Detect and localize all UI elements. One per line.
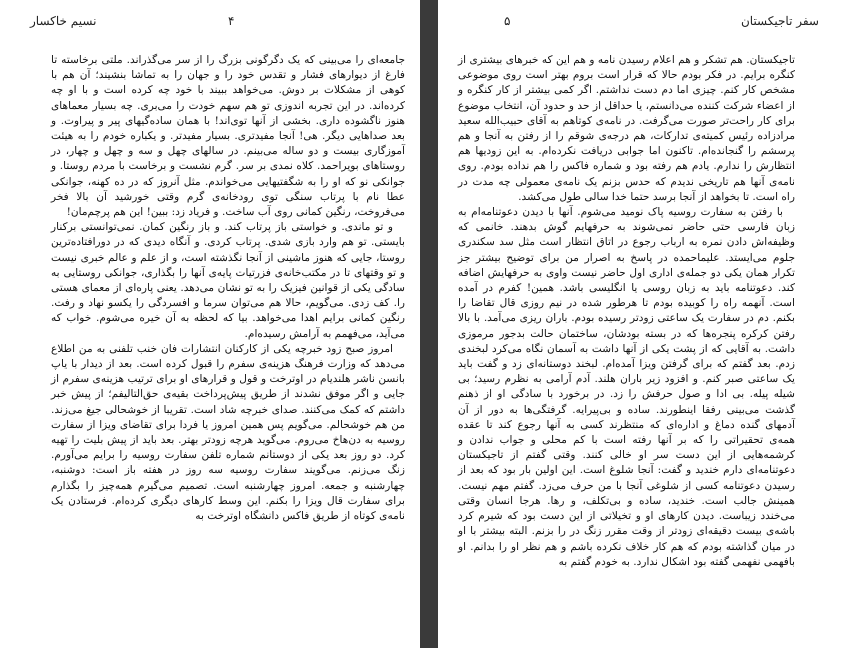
right-page-number: ۵: [504, 14, 511, 28]
paragraph: تاجیکستان. هم تشکر و هم اعلام رسیدن نامه و هم این که خبرهای بیشتری از کنگره برایم. در فکر بودم حالا که قرار است بروم بهتر است روی موضوعی مشخص کار کنم. چیزی اما دم دست نداشتم. اگر کمی بیشتر از کار کنگره و از اعضاء شرکت کننده می‌دانستم، یا حداقل از حد و حدود آن، انتخاب موضوع برای کار راحت‌تر صورت می‌گرفت. در نامه‌ی کوتاهم به آقای حبیب‌الله سعید مرادزاده رئیس کمیته‌ی تدارکات، هم درجه‌ی شوقم را از رفتن به آنجا و هم پرسشم را گنجانده‌ام. تاکنون اما جوابی دریافت نکرده‌ام. به این زودیها هم انتظارش را ندارم. یادم هم رفته بود و شماره فاکس را هم نداده بودم. روی نامه‌ی آنها هم تاریخی ندیدم که حدس بزنم یک نامه‌ی معمولی چه مدت در راه است. تا بخواهد از آنجا برسد حتما خدا سالی طول می‌کشد.: [458, 54, 795, 203]
right-page: [438, 0, 841, 648]
paragraph: جامعه‌ای را می‌بینی که یک دگرگونی بزرگ را از سر می‌گذراند. ملتی برخاسته تا فارغ از دیوارهای فشار و تقدس خود را و جهان را به تماشا بنشیند؛ آن هم با کوهی از مشکلات بر دوش. می‌خواهد ببیند با خود چه کرده است و با او چه کرده‌اند. در این تجربه اندوزی تو هم سهم خودت را می‌بری. چه بسیار معماهای هنوز ناگشوده داری. بخشی از آنها توی‌اند! با همان ساده‌گیهای پیر و پیراوت. و بعد صداهایی دیگر. هی! آنجا مفیدتری. بسیار مفیدتر. و یکباره خودم را به هیئت آموزگاری بیست و دو ساله می‌بینم. در سالهای چهل و سه و چهل و چهار، در روستاهای بویراحمد. کلاه نمدی بر سر. گرم نشست و برخاست با مردم روستا. و جوانکی نو که او را به شگفتیهایی می‌خواندم. مثل آنروز که در ده کهنه، جوانکی عطا نام با پرتاب سنگی توی رودخانه‌ی گرم وقتی خورشید آن بالا فخر می‌فروخت، رنگین کمانی روی آب ساخت. و فریاد زد: ببین! این هم پرچم‌مان!: [51, 54, 405, 219]
paragraph: و تو ماندی. و خواستی باز پرتاب کند. و باز رنگین کمان. نمی‌توانستی برکنار بایستی. تو هم وارد بازی شدی. پرتاب کردی. و آنگاه دیدی که در دورافتاده‌ترین روستا، جایی که هنوز ماشینی از آنجا نگذشته است، و از علم و عالم خبری نیست و تو وقتهای تا در مکتب‌خانه‌ی فزرتیات پایه‌ی آنها را بگذاری، جوانکی روستایی به سادگی یکی از قوانین فیزیک را به تو نشان می‌دهد. یعنی پاره‌ای از معمای هستی را. کف زدی. می‌گویم، حالا هم می‌توان سرما و افسردگی را یکسو نهاد و رفت. رنگین کمانی برایم اهدا می‌خواهد. بیا که لحظه به آن خیره می‌شوم. خواب که می‌آید، می‌فهمم به آرامش رسیده‌ام.: [51, 221, 405, 340]
right-body-text: [458, 53, 795, 634]
left-running-head: نسیم خاکسار: [30, 14, 97, 28]
book-gutter: [420, 0, 438, 648]
left-page-number: ۴: [228, 14, 235, 28]
paragraph: با رفتن به سفارت روسیه پاک نومید می‌شوم. آنها با دیدن دعوتنامه‌ام به زبان فارسی حتی حاضر نمی‌شوند به حرفهایم گوش بدهند. خانمی که وظیفه‌اش دادن نمره به ارباب رجوع در اتاق انتظار است مثل سد سکندری جلوم می‌ایستد. علیماحمده در پاسخ به اصرار من برای توضیح بیشتر جز تکرار همان یکی دو جمله‌ی اداری اول حاضر نیست واوی به حرفهایش اضافه کند. دعوتنامه باید به زبان روسی یا انگلیسی باشد. همین! کفرم در آمده است. آنهمه راه را کوبیده بودم تا هرطور شده در نیم روزی قال تقاضا را بکنم. دم در سفارت یک ساعتی زودتر رسیده بودم. باران ریزی می‌آمد. با بالا رفتن کرکره پنجره‌ها که در بسته بودشان، ساختمان حالت بدجور مرموزی داشت. به آقایی که از پشت یکی از آنها داشت به آسمان نگاه می‌کرد لبخندی زدم. بعد گفتم که برای گرفتن ویزا آمده‌ام. لبخند دوستانه‌ای زد و گفت باید یک ساعتی صبر کنم. و افزود زیر باران هلند. آدم آرامی به نظرم رسید؛ بی شیله پیله. بی ادا و صول حرفش را زد. در برخورد با سادگی او از ذهنم گذشت می‌بینی رفقا اینطورند. ساده و بی‌پیرایه. گرفتگی‌ها به دور از آن آدمهای گنده دماغ و اداره‌ای که منتظرند کسی به آنها رجوع کند تا عقده همه‌ی تحقیراتی را که بر آنها رفته است با کم محلی و جواب ندادن و کرشمه‌هایی از این دست سر او خالی کنند. وقتی گفتم از تاجیکستان دعوتنامه‌ای دارم خندید و گفت: آنجا شلوغ است. این اولین بار بود که بعد از رسیدن دعوتنامه کسی از شلوغی آنجا با من حرف می‌زد. گفتم مهم نیست. همینش جالب است. خندید، ساده و بی‌تکلف، و رها. هرجا انسان وقتی می‌خندد زیباست. دیدن کارهای او و تخیلاتی از این دست بود که شیرم کرد باشه‌ی بیست دقیقه‌ای زودتر از وقت مقرر زنگ در را بزنم. البته بیشتر با او در میان گذاشته بودم که هم کار خلاف نکرده باشم و هم نظر او را بدانم. او بافهمی نفهمی گفته بود اشکال ندارد. به خودم گفتم به: [458, 206, 795, 568]
right-running-head: سفر تاجیکستان: [740, 14, 819, 28]
paragraph: امروز صبح زود خبرچه یکی از کارکنان انتشارات فان خنب تلفنی به من اطلاع می‌دهد که وزارت فرهنگ هزینه‌ی سفرم را قبول کرده است. بعد از دیدار با یاپ بانسن ناشر هلندیام در اوترخت و قول و قرارهای او برای ترتیب هزینه‌ی سفرم از جایی و اگر موفق نشدند از طریق پیش‌پرداخت بقیه‌ی حق‌التالیفم؛ از پیش خبر داشتم که کمک می‌کنند. صدای خبرچه شاد است. تقریبا از خوشحالی جیغ می‌زند. من هم خوشحالم. می‌گویم پس همین امروز یا فردا برای تقاضای ویزا از سفارت روسیه به دن‌هاخ می‌روم. می‌گوید هرچه زودتر بهتر. بعد باید از پیش بلیت را تهیه کرد. دو روز بعد یکی از دوستانم شماره تلفن سفارت روسیه را برایم می‌آورم. زنگ می‌زنم. می‌گویند سفارت روسیه سه روز در هفته باز است: دوشنبه، چهارشنبه و جمعه. امروز چهارشنبه است. تصمیم می‌گیرم همه‌چیز را بگذارم برای سفارت قال ویزا را بکنم. این وسط کارهای دیگری کرده‌ام. فرستادن یک نامه‌ی کوتاه از طریق فاکس دانشگاه اوترخت به: [51, 342, 405, 523]
left-page: [0, 0, 420, 648]
left-body-text: [51, 53, 405, 634]
